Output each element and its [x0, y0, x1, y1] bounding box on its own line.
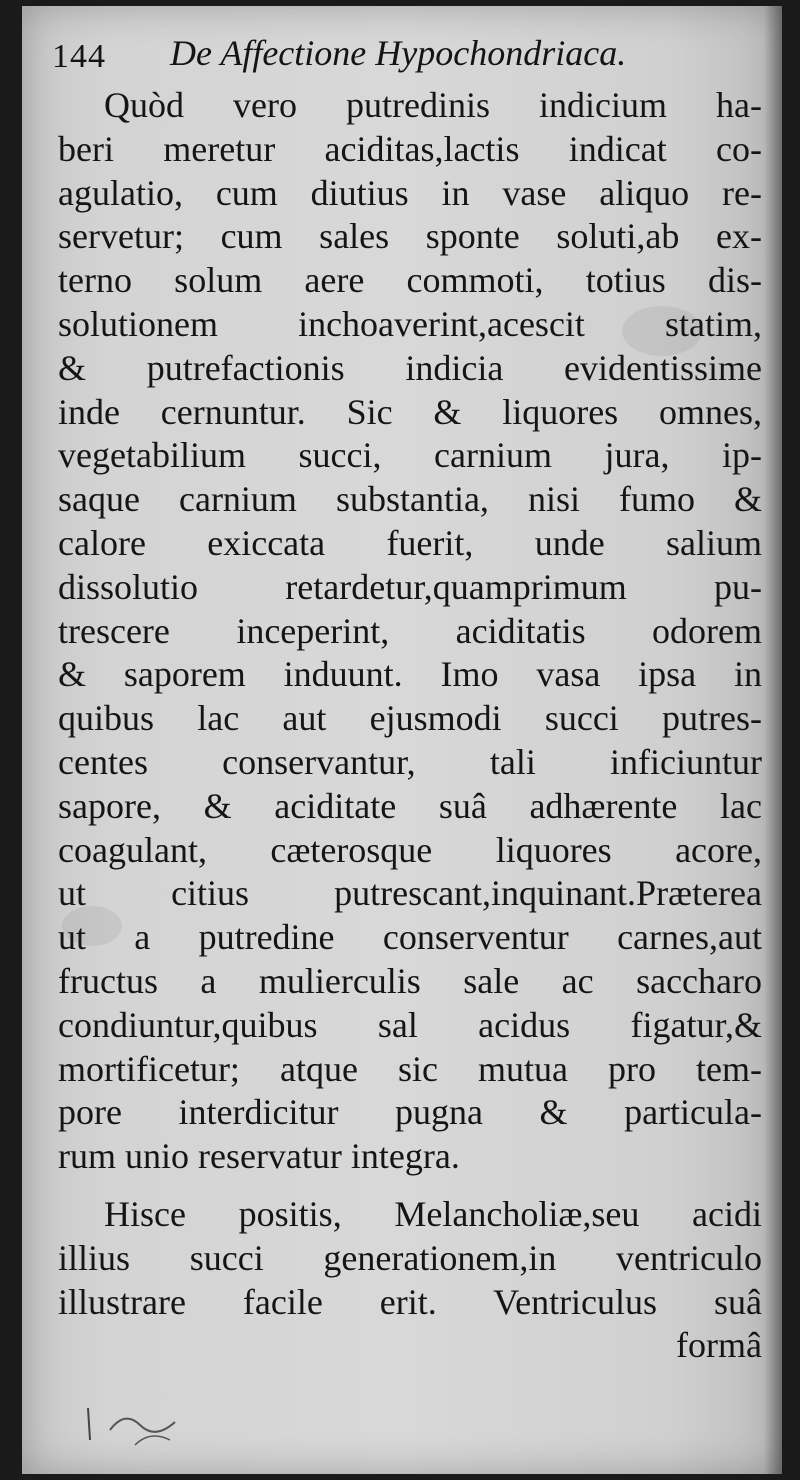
paragraph-gap — [58, 1179, 762, 1193]
text-line: illius succi generationem,in ventriculo — [58, 1237, 762, 1278]
page-header — [52, 30, 752, 80]
text-line: centes conservantur, tali inficiuntur — [58, 741, 762, 782]
text-line: agulatio, cum diutius in vase aliquo re- — [58, 172, 762, 213]
text-line: Quòd vero putredinis indicium ha- — [104, 85, 762, 125]
text-line: rum unio reservatur integra. — [58, 1136, 460, 1177]
text-line: mortificetur; atque sic mutua pro tem- — [58, 1048, 762, 1089]
text-line: vegetabilium succi, carnium jura, ip- — [58, 435, 762, 476]
text-line: ut citius putrescant,inquinant.Præterea — [58, 873, 762, 914]
text-line: & saporem induunt. Imo vasa ipsa in — [58, 654, 762, 695]
text-line: Hisce positis, Melancholiæ,seu acidi — [104, 1193, 762, 1234]
text-line: coagulant, cæterosque liquores acore, — [58, 829, 762, 870]
text-line: pore interdicitur pugna & particula- — [58, 1092, 762, 1133]
text-line: fructus a mulierculis sale ac saccharo — [58, 960, 762, 1001]
running-title: De Affectione Hypochondriaca. — [170, 33, 627, 73]
text-line: trescere inceperint, aciditatis odorem — [58, 610, 762, 651]
text-line: beri meretur aciditas,lactis indicat co- — [58, 128, 762, 169]
text-line: terno solum aere commoti, totius dis- — [58, 260, 762, 301]
text-line: solutionem inchoaverint,acescit statim, — [58, 303, 762, 344]
text-line: ut a putredine conserventur carnes,aut — [58, 917, 762, 958]
text-line: inde cernuntur. Sic & liquores omnes, — [58, 391, 762, 432]
text-line: quibus lac aut ejusmodi succi putres- — [58, 698, 762, 739]
handwritten-margin-mark — [80, 1400, 190, 1450]
text-line: calore exiccata fuerit, unde salium — [58, 522, 762, 563]
body-text — [58, 84, 762, 1368]
text-line: servetur; cum sales sponte soluti,ab ex- — [58, 216, 762, 257]
page-number: 144 — [52, 38, 106, 75]
text-line: saque carnium substantia, nisi fumo & — [58, 479, 762, 520]
text-line: sapore, & aciditate suâ adhærente lac — [58, 785, 762, 826]
page-edge-shadow — [764, 6, 782, 1474]
text-line: & putrefactionis indicia evidentissime — [58, 347, 762, 388]
text-line: illustrare facile erit. Ventriculus suâ — [58, 1281, 762, 1322]
catchword: formâ — [676, 1325, 762, 1366]
text-line: dissolutio retardetur,quamprimum pu- — [58, 566, 762, 607]
text-line: condiuntur,quibus sal acidus figatur,& — [58, 1004, 762, 1045]
